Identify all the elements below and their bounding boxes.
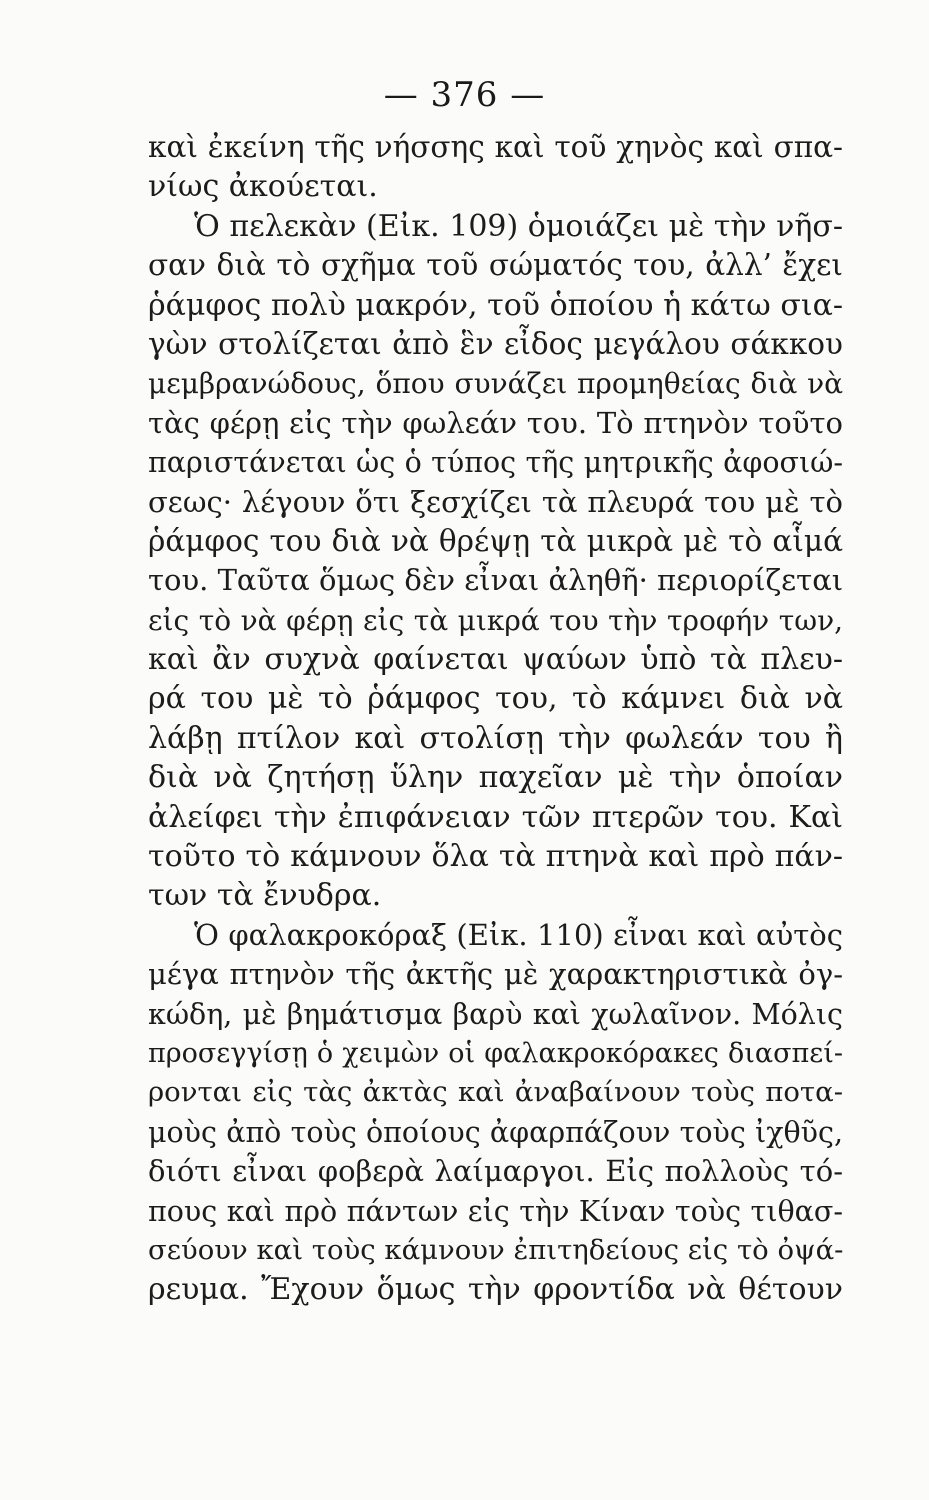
text-line: του. Ταῦτα ὅμως δὲν εἶναι ἀληθῆ· περιορίζεται bbox=[148, 563, 844, 598]
text-line: τὰς φέρῃ εἰς τὴν φωλεάν του. Τὸ πτηνὸν τοῦτο bbox=[148, 405, 843, 440]
text-line: γὼν στολίζεται ἀπὸ ἓν εἶδος μεγάλου σάκκου bbox=[148, 326, 843, 361]
text-line: των τὰ ἔνυδρα. bbox=[148, 878, 382, 914]
text-line: Ὁ πελεκὰν (Εἰκ. 109) ὁμοιάζει μὲ τὴν νῆσ- bbox=[194, 208, 843, 244]
text-line: λάβῃ πτίλον καὶ στολίσῃ τὴν φωλεάν του ἢ bbox=[148, 720, 843, 756]
text-line: καὶ ἂν συχνὰ φαίνεται ψαύων ὑπὸ τὰ πλευ- bbox=[148, 642, 843, 678]
text-line: παριστάνεται ὡς ὁ τύπος τῆς μητρικῆς ἀφοσιώ- bbox=[148, 446, 843, 480]
text-line: διότι εἶναι φοβερὰ λαίμαργοι. Εἰς πολλοὺς τό- bbox=[148, 1154, 843, 1189]
text-line: σαν διὰ τὸ σχῆμα τοῦ σώματός του, ἀλλ’ ἔχει bbox=[148, 248, 843, 283]
text-line: προσεγγίσῃ ὁ χειμὼν οἱ φαλακροκόρακες διασπεί- bbox=[148, 1037, 843, 1069]
text-line: νίως ἀκούεται. bbox=[148, 169, 378, 205]
text-line: ρονται εἰς τὰς ἀκτὰς καὶ ἀναβαίνουν τοὺς ποτα- bbox=[148, 1076, 843, 1109]
text-line: τοῦτο τὸ κάμνουν ὅλα τὰ πτηνὰ καὶ πρὸ πάν- bbox=[148, 839, 843, 875]
text-line: μέγα πτηνὸν τῆς ἀκτῆς μὲ χαρακτηριστικὰ ὀγ- bbox=[148, 957, 843, 992]
text-line: διὰ νὰ ζητήσῃ ὕλην παχεῖαν μὲ τὴν ὁποίαν bbox=[148, 760, 843, 796]
text-line: ἀλείφει τὴν ἐπιφάνειαν τῶν πτερῶν του. Καὶ bbox=[148, 799, 843, 835]
body-text bbox=[148, 128, 843, 1310]
text-line: κώδη, μὲ βημάτισμα βαρὺ καὶ χωλαῖνον. Μόλις bbox=[148, 997, 843, 1031]
text-line: ρευμα. Ἔχουν ὅμως τὴν φροντίδα νὰ θέτουν bbox=[148, 1272, 843, 1308]
text-line: πους καὶ πρὸ πάντων εἰς τὴν Κίναν τοὺς τιθασ- bbox=[148, 1194, 843, 1228]
text-line: σεως· λέγουν ὅτι ξεσχίζει τὰ πλευρά του μὲ τὸ bbox=[148, 484, 843, 519]
text-line: ῥάμφος πολὺ μακρόν, τοῦ ὁποίου ἡ κάτω σια- bbox=[148, 287, 843, 323]
text-line: ῥάμφος του διὰ νὰ θρέψῃ τὰ μικρὰ μὲ τὸ αἷμά bbox=[148, 523, 843, 558]
text-line: ρά του μὲ τὸ ῥάμφος του, τὸ κάμνει διὰ νὰ bbox=[148, 681, 843, 717]
text-line: καὶ ἐκείνη τῆς νήσσης καὶ τοῦ χηνὸς καὶ σπα- bbox=[148, 130, 843, 164]
text-line: σεύουν καὶ τοὺς κάμνουν ἐπιτηδείους εἰς τὸ ὀψά- bbox=[148, 1233, 844, 1266]
page-number: — 376 — bbox=[383, 75, 546, 115]
text-line: Ὁ φαλακροκόραξ (Εἰκ. 110) εἶναι καὶ αὐτὸς bbox=[194, 917, 843, 952]
text-line: μοὺς ἀπὸ τοὺς ὁποίους ἀφαρπάζουν τοὺς ἰχθῦς, bbox=[148, 1115, 843, 1149]
text-line: μεμβρανώδους, ὅπου συνάζει προμηθείας διὰ νὰ bbox=[148, 367, 843, 401]
text-line: εἰς τὸ νὰ φέρῃ εἰς τὰ μικρά του τὴν τροφήν των, bbox=[148, 603, 843, 637]
